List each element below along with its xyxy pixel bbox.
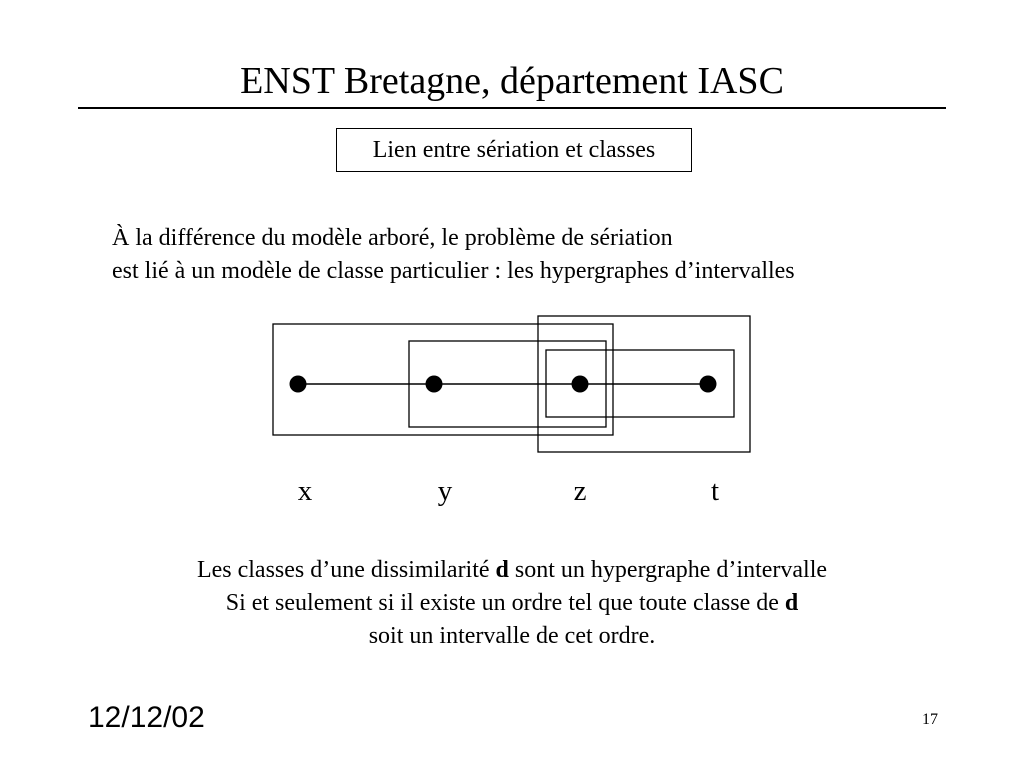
slide-title: ENST Bretagne, département IASC: [240, 60, 784, 102]
point-z-dot: [572, 376, 589, 393]
intro-line-2: est lié à un modèle de classe particulier : les hypergraphes d’intervalles: [112, 258, 795, 284]
conclusion-line-3: soit un intervalle de cet ordre.: [368, 623, 656, 649]
conclusion-line-2: [0, 587, 1024, 620]
conclusion-paragraph: [0, 554, 1024, 653]
boxed-heading: Lien entre sériation et classes: [336, 128, 692, 172]
conclusion-line-1: [0, 554, 1024, 587]
point-label-t: t: [710, 475, 720, 507]
point-label-x: x: [297, 475, 313, 507]
conclusion-line-1-end: sont un hypergraphe d’intervalle: [508, 557, 828, 583]
dissimilarity-symbol-2: d: [784, 590, 799, 616]
point-label-y: y: [437, 475, 453, 507]
point-x-dot: [290, 376, 307, 393]
page-number: 17: [922, 711, 938, 728]
point-y-dot: [426, 376, 443, 393]
point-t-dot: [700, 376, 717, 393]
dissimilarity-symbol-1: d: [495, 557, 509, 583]
conclusion-line-1-start: Les classes d’une dissimilarité: [196, 557, 496, 583]
conclusion-line-2-start: Si et seulement si il existe un ordre tel que toute classe de: [225, 590, 785, 616]
footer-date: 12/12/02: [88, 701, 205, 734]
point-label-z: z: [573, 475, 587, 507]
intro-line-1: À la différence du modèle arboré, le problème de sériation: [112, 225, 673, 251]
